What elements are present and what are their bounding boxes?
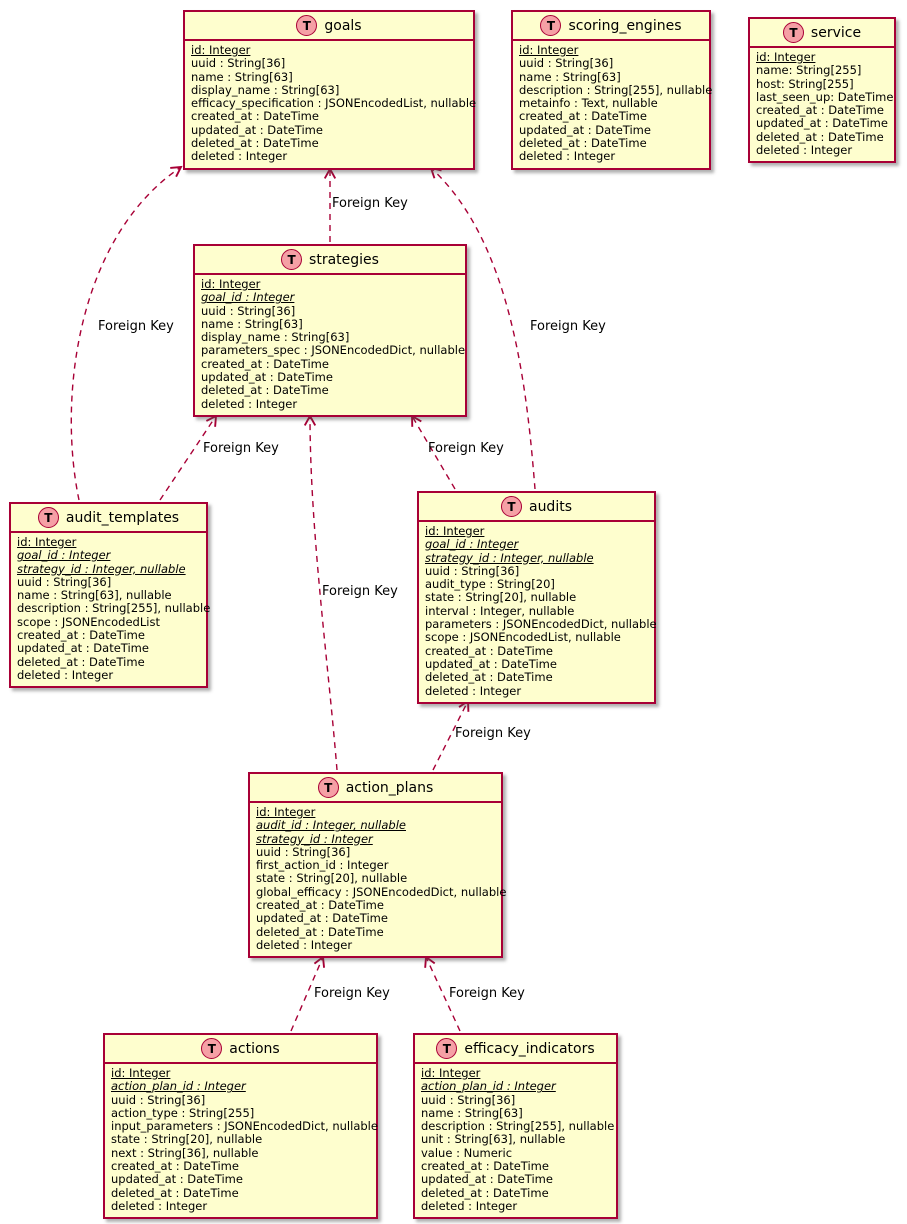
table-audit_templates — [9, 502, 211, 688]
field-row: id: Integer — [756, 50, 816, 64]
foreign-key-label: Foreign Key — [530, 319, 606, 334]
field-row: id: Integer — [191, 43, 251, 57]
table-fields — [750, 48, 894, 161]
field-row: goal_id : Integer — [425, 537, 519, 552]
field-row: deleted_at : DateTime — [421, 1185, 549, 1200]
foreign-key-label: Foreign Key — [322, 584, 398, 599]
field-row: deleted : Integer — [201, 396, 298, 411]
field-row: deleted_at : DateTime — [756, 129, 884, 144]
field-row: action_plan_id : Integer — [421, 1079, 556, 1094]
field-row: scope : JSONEncodedList, nullable — [425, 630, 621, 645]
table-header — [513, 12, 709, 41]
table-title: scoring_engines — [568, 17, 682, 34]
table-icon: T — [501, 496, 522, 517]
field-row: uuid : String[36] — [111, 1092, 206, 1107]
field-row: audit_id : Integer, nullable — [256, 818, 406, 833]
field-row: name : String[63] — [191, 69, 293, 84]
foreign-key-label: Foreign Key — [428, 441, 504, 456]
field-row: created_at : DateTime — [421, 1159, 549, 1174]
field-row: updated_at : DateTime — [201, 370, 333, 385]
field-row: deleted : Integer — [191, 149, 288, 164]
field-row: name : String[63], nullable — [17, 588, 172, 603]
field-row: updated_at : DateTime — [519, 122, 651, 137]
field-row: value : Numeric — [421, 1145, 513, 1160]
field-row: action_type : String[255] — [111, 1105, 255, 1120]
field-row: first_action_id : Integer — [256, 858, 389, 873]
field-row: uuid : String[36] — [256, 844, 351, 859]
field-row: state : String[20], nullable — [111, 1132, 263, 1147]
table-title: action_plans — [345, 779, 434, 796]
table-header — [250, 774, 501, 803]
field-row: created_at : DateTime — [17, 628, 145, 643]
field-row: deleted_at : DateTime — [201, 383, 329, 398]
field-row: id: Integer — [256, 805, 316, 819]
field-row: deleted : Integer — [756, 143, 853, 158]
field-row: goal_id : Integer — [201, 290, 295, 305]
field-row: created_at : DateTime — [519, 109, 647, 124]
foreign-key-label: Foreign Key — [98, 319, 174, 334]
field-row: updated_at : DateTime — [425, 656, 557, 671]
field-row: display_name : String[63] — [201, 330, 350, 345]
field-row: global_efficacy : JSONEncodedDict, nullable — [256, 884, 507, 899]
table-scoring_engines — [511, 10, 711, 170]
field-row: deleted_at : DateTime — [425, 670, 553, 685]
table-fields — [250, 803, 507, 956]
table-title: service — [810, 24, 862, 41]
field-row: deleted : Integer — [421, 1198, 518, 1213]
table-icon: T — [281, 249, 302, 270]
field-row: strategy_id : Integer — [256, 831, 373, 846]
field-row: audit_type : String[20] — [425, 577, 555, 592]
field-row: name : String[63] — [421, 1105, 523, 1120]
field-row: state : String[20], nullable — [256, 871, 408, 886]
table-fields — [513, 41, 713, 168]
field-row: metainfo : Text, nullable — [519, 96, 658, 111]
field-row: created_at : DateTime — [111, 1159, 239, 1174]
field-row: name : String[63] — [519, 69, 621, 84]
table-header — [105, 1035, 376, 1064]
field-row: next : String[36], nullable — [111, 1145, 259, 1160]
table-title: audits — [528, 498, 572, 515]
table-audits — [417, 491, 656, 704]
foreign-key-label: Foreign Key — [332, 196, 408, 211]
foreign-key-label: Foreign Key — [203, 441, 279, 456]
foreign-key-label: Foreign Key — [449, 986, 525, 1001]
table-title: audit_templates — [65, 509, 180, 526]
field-row: input_parameters : JSONEncodedDict, nullable — [111, 1119, 378, 1134]
field-row: id: Integer — [111, 1066, 171, 1080]
table-icon: T — [436, 1038, 457, 1059]
table-header — [415, 1035, 616, 1064]
table-fields — [11, 533, 211, 686]
field-row: deleted : Integer — [256, 937, 353, 952]
table-icon: T — [201, 1038, 222, 1059]
field-row: uuid : String[36] — [17, 574, 112, 589]
field-row: scope : JSONEncodedList — [17, 614, 160, 629]
field-row: updated_at : DateTime — [256, 911, 388, 926]
field-row: deleted : Integer — [17, 667, 114, 682]
field-row: uuid : String[36] — [421, 1092, 516, 1107]
field-row: display_name : String[63] — [191, 82, 340, 97]
field-row: host: String[255] — [756, 76, 854, 91]
table-header — [195, 246, 465, 275]
field-row: uuid : String[36] — [201, 303, 296, 318]
table-efficacy_indicators — [413, 1033, 618, 1219]
field-row: deleted : Integer — [519, 149, 616, 164]
field-row: updated_at : DateTime — [17, 641, 149, 656]
field-row: deleted_at : DateTime — [111, 1185, 239, 1200]
field-row: deleted_at : DateTime — [191, 136, 319, 151]
field-row: deleted_at : DateTime — [256, 924, 384, 939]
table-header — [185, 12, 473, 41]
table-fields — [195, 275, 465, 415]
field-row: name: String[255] — [756, 63, 862, 78]
table-icon: T — [296, 15, 317, 36]
field-row: parameters_spec : JSONEncodedDict, nullable — [201, 343, 466, 358]
field-row: updated_at : DateTime — [756, 116, 888, 131]
field-row: id: Integer — [519, 43, 579, 57]
field-row: created_at : DateTime — [191, 109, 319, 124]
field-row: created_at : DateTime — [756, 103, 884, 118]
field-row: updated_at : DateTime — [191, 122, 323, 137]
field-row: description : String[255], nullable — [17, 601, 211, 616]
field-row: interval : Integer, nullable — [425, 603, 575, 618]
table-fields — [419, 522, 657, 702]
field-row: id: Integer — [425, 524, 485, 538]
field-row: uuid : String[36] — [425, 563, 520, 578]
field-row: goal_id : Integer — [17, 548, 111, 563]
field-row: strategy_id : Integer, nullable — [425, 550, 594, 565]
table-service — [748, 17, 896, 163]
field-row: id: Integer — [201, 277, 261, 291]
table-title: efficacy_indicators — [464, 1040, 595, 1057]
field-row: deleted : Integer — [425, 683, 522, 698]
field-row: deleted_at : DateTime — [519, 136, 647, 151]
table-action_plans — [248, 772, 507, 958]
table-icon: T — [318, 777, 339, 798]
table-header — [750, 19, 894, 48]
field-row: action_plan_id : Integer — [111, 1079, 246, 1094]
table-fields — [185, 41, 477, 168]
table-fields — [105, 1064, 376, 1217]
table-actions — [103, 1033, 378, 1219]
table-icon: T — [783, 22, 804, 43]
field-row: efficacy_specification : JSONEncodedList, nullable — [191, 96, 477, 111]
foreign-key-label: Foreign Key — [455, 726, 531, 741]
field-row: id: Integer — [17, 535, 77, 549]
field-row: created_at : DateTime — [201, 356, 329, 371]
table-icon: T — [540, 15, 561, 36]
field-row: updated_at : DateTime — [111, 1172, 243, 1187]
field-row: strategy_id : Integer, nullable — [17, 561, 186, 576]
table-strategies — [193, 244, 467, 417]
table-icon: T — [38, 507, 59, 528]
table-fields — [415, 1064, 616, 1217]
field-row: last_seen_up: DateTime — [756, 89, 894, 104]
table-header — [419, 493, 654, 522]
field-row: uuid : String[36] — [519, 56, 614, 71]
field-row: name : String[63] — [201, 316, 303, 331]
foreign-key-label: Foreign Key — [314, 986, 390, 1001]
field-row: description : String[255], nullable — [421, 1119, 615, 1134]
table-goals — [183, 10, 475, 170]
table-header — [11, 504, 206, 533]
table-title: goals — [324, 17, 362, 34]
field-row: id: Integer — [421, 1066, 481, 1080]
field-row: parameters : JSONEncodedDict, nullable — [425, 617, 657, 632]
fk-edge-audit_templates-to-strategies — [160, 416, 216, 500]
field-row: unit : String[63], nullable — [421, 1132, 566, 1147]
field-row: created_at : DateTime — [256, 898, 384, 913]
field-row: deleted : Integer — [111, 1198, 208, 1213]
field-row: created_at : DateTime — [425, 643, 553, 658]
field-row: updated_at : DateTime — [421, 1172, 553, 1187]
field-row: deleted_at : DateTime — [17, 654, 145, 669]
field-row: description : String[255], nullable — [519, 82, 713, 97]
field-row: uuid : String[36] — [191, 56, 286, 71]
field-row: state : String[20], nullable — [425, 590, 577, 605]
table-title: strategies — [309, 251, 379, 268]
table-title: actions — [229, 1040, 280, 1057]
